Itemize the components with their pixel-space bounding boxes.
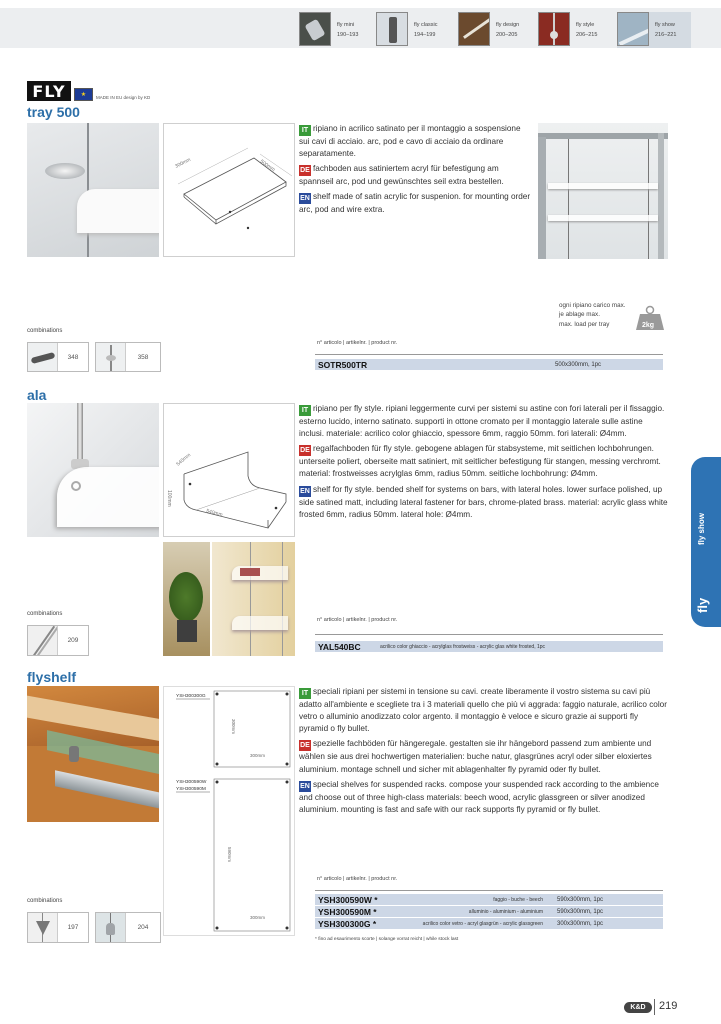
bullet-thumbnail xyxy=(96,913,126,942)
side-subchapter-label: fly show xyxy=(697,512,706,545)
product-desc: acrilico color ghiaccio - acrylglas frostweiss - acrylic glas white frosted, 1pc xyxy=(380,643,546,650)
nav-label: fly classic xyxy=(414,21,438,28)
nav-label: fly show xyxy=(655,21,675,28)
tray-width-label: 500mm xyxy=(258,158,276,174)
product-code: YAL540BC xyxy=(318,641,361,652)
ala-installation-photo xyxy=(212,542,295,656)
label-width2: 300mm xyxy=(250,915,266,920)
tray-text-en: shelf made of satin acrylic for suspenion. for mounting order arc, pod and wire extra. xyxy=(299,192,531,215)
tray-product-table xyxy=(315,359,663,371)
label-yshw: YSH300590W xyxy=(176,780,207,785)
nav-fly-classic[interactable] xyxy=(376,12,450,48)
combination-number: 197 xyxy=(67,924,79,931)
page-number: 219 xyxy=(659,1000,678,1012)
ala-product-photo xyxy=(27,403,159,537)
ala-description xyxy=(299,403,669,524)
nav-pages: 206–215 xyxy=(576,32,598,38)
ala-table-rule xyxy=(315,634,663,635)
table-row xyxy=(315,641,663,653)
table-row xyxy=(315,906,663,918)
lang-it-badge: IT xyxy=(299,688,311,699)
product-code: YSH300590M * xyxy=(318,906,377,917)
label-height: 590mm xyxy=(227,847,232,863)
flyshelf-text-de: spezielle fachböden für hängeregale. gestalten sie ihr hängebord passend zum ambiente und wählen sie aus drei hochwertigen materialien: buche natur, glasgrünes acryl oder silber eloxiertes aluminium. montage schnell und sicher mit ablagenhalter fly pyramid oder fly bullet. xyxy=(299,739,652,774)
tray-description xyxy=(299,123,533,220)
chapter-side-tab[interactable] xyxy=(691,457,721,627)
product-size: 500x300mm, 1pc xyxy=(555,361,602,368)
lang-en-badge: EN xyxy=(300,487,310,495)
lang-de-badge: DE xyxy=(300,447,310,455)
eu-flag-icon: ★ xyxy=(74,88,93,101)
fly-classic-thumbnail xyxy=(376,12,408,46)
tray-installation-photo xyxy=(538,123,668,259)
tray-technical-drawing xyxy=(163,123,295,257)
ala-plant-photo xyxy=(163,542,210,656)
nav-label: fly design xyxy=(496,21,520,28)
ala-title: ala xyxy=(27,387,47,403)
product-size: 590x300mm, 1pc xyxy=(557,896,604,903)
arc-thumbnail xyxy=(28,343,58,371)
tray-combinations-label: combinations xyxy=(27,328,63,334)
tray-article-header: n° articolo | artikelnr. | product nr. xyxy=(317,340,398,346)
product-code: SOTR500TR xyxy=(318,359,368,370)
made-in-label: MADE IN EU design by KD xyxy=(96,95,151,100)
ala-combinations-label: combinations xyxy=(27,611,63,617)
product-code: YSH300300G * xyxy=(318,918,377,929)
combination-number: 204 xyxy=(137,924,149,931)
flyshelf-article-header: n° articolo | artikelnr. | product nr. xyxy=(317,876,398,882)
tray-depth-label: 300mm xyxy=(174,156,192,170)
product-size: 590x300mm, 1pc xyxy=(557,908,604,915)
ala-combination-209[interactable] xyxy=(27,625,89,656)
kd-logo: K&D xyxy=(624,1002,652,1013)
fly-style-thumbnail xyxy=(538,12,570,46)
flyshelf-technical-drawing xyxy=(163,686,295,936)
product-desc: alluminio - aluminium - aluminium xyxy=(468,908,543,915)
tray-table-rule xyxy=(315,354,663,355)
tray-load-note: ogni ripiano carico max. je ablage max. max. load per tray xyxy=(559,302,626,328)
flyshelf-combination-204[interactable] xyxy=(95,912,161,943)
footer-divider xyxy=(654,999,655,1015)
lang-en-badge: EN xyxy=(300,195,310,203)
tray-drawing-svg xyxy=(164,124,296,258)
nav-fly-design[interactable] xyxy=(458,12,532,48)
label-depth: 300mm xyxy=(231,719,236,735)
nav-label: fly style xyxy=(576,21,595,28)
product-desc: faggio - buche - beech xyxy=(493,896,543,903)
lang-it-badge: IT xyxy=(299,405,311,416)
flyshelf-product-photo xyxy=(27,686,159,822)
flyshelf-product-table xyxy=(315,894,663,930)
tray-combination-348[interactable] xyxy=(27,342,89,372)
ala-height-label: 100mm xyxy=(166,490,172,507)
flyshelf-combination-197[interactable] xyxy=(27,912,89,943)
product-desc: acrilico color vetro - acryl glasgrün - acrylic glassgreen xyxy=(422,920,543,927)
label-width: 300mm xyxy=(250,753,266,758)
combination-number: 348 xyxy=(67,353,79,361)
rod-thumbnail xyxy=(28,626,58,655)
nav-fly-show[interactable] xyxy=(617,12,691,48)
nav-pages: 194–199 xyxy=(414,32,436,38)
tray-combination-358[interactable] xyxy=(95,342,161,372)
lang-it-badge: IT xyxy=(299,125,311,136)
combination-number: 209 xyxy=(67,637,79,644)
tray-product-photo xyxy=(27,123,159,257)
lang-de-badge: DE xyxy=(300,742,310,750)
lang-de-badge: DE xyxy=(300,167,310,175)
combination-number: 358 xyxy=(137,353,149,361)
nav-label: fly mini xyxy=(337,21,355,28)
product-size: 300x300mm, 1pc xyxy=(557,920,604,927)
tray-text-de: fachboden aus satiniertem acryl für befestigung am spannseil arc, pod und gewünschtes seil extra bestellen. xyxy=(299,164,504,187)
product-code: YSH300590W * xyxy=(318,894,378,905)
ala-article-header: n° articolo | artikelnr. | product nr. xyxy=(317,617,398,623)
fly-logo: FLY xyxy=(27,81,71,101)
flyshelf-text-en: special shelves for suspended racks. compose your suspended rack according to the ambience and choose out of three high-class materials: beech wood, acrylic glassgreen or silver anodized aluminium. mounting is fast and safe with our rack supports fly pyramid or fly bullet. xyxy=(299,779,659,814)
ala-width2-label: 540mm xyxy=(205,508,224,519)
flyshelf-description xyxy=(299,686,669,819)
ala-technical-drawing xyxy=(163,403,295,537)
nav-fly-mini[interactable] xyxy=(299,12,373,48)
ala-product-table xyxy=(315,641,663,653)
flyshelf-combinations-label: combinations xyxy=(27,898,63,904)
tray-title: tray 500 xyxy=(27,104,80,120)
fly-show-thumbnail xyxy=(617,12,649,46)
nav-pages: 216–221 xyxy=(655,32,677,38)
flyshelf-footnote: * fino ad esaurimento scorte | solange vorrat reicht | while stock last xyxy=(315,937,459,942)
lang-en-badge: EN xyxy=(300,782,310,790)
ala-text-it: ripiano per fly style. ripiani leggermente curvi per sistemi su astine con fori laterali per il fissaggio. esterno lucido, interno satinato. supporti in ottone cromato per il montaggio laterale sulle astine inclusi. materiale: acrilico color ghiaccio, spessore 6mm, raggio 50mm. fori laterali: Ø4mm. xyxy=(299,404,665,439)
flyshelf-drawing-svg xyxy=(164,687,296,937)
pod-thumbnail xyxy=(96,343,126,371)
table-row xyxy=(315,918,663,930)
nav-fly-style[interactable] xyxy=(538,12,612,48)
weight-icon xyxy=(636,304,664,330)
ala-width-label: 540mm xyxy=(175,452,193,468)
table-row xyxy=(315,894,663,906)
fly-design-thumbnail xyxy=(458,12,490,46)
table-row xyxy=(315,359,663,371)
fly-mini-thumbnail xyxy=(299,12,331,46)
flyshelf-text-it: speciali ripiani per sistemi in tensione su cavi. create liberamente il vostro sistema su cavi più adatto all'ambiente e scegliete tra i 3 materiali quello che più vi aggrada: faggio naturale, acrilico color vetro o alluminio anodizzato color argento. il montaggio è veloce e sicuro grazie ai supporti fly pyramid o fly bullet. xyxy=(299,687,667,734)
ala-drawing-svg xyxy=(164,404,296,538)
label-yshg: YSH300300G xyxy=(176,694,206,699)
nav-pages: 200–205 xyxy=(496,32,518,38)
ala-text-de: regalfachboden für fly style. gebogene ablagen für stabsysteme, mit seitlichen lochbohrungen. unterseite poliert, oberseite matt satiniert, mit seitlicher befestigung für stangen, messing verchromt. material: frostweisses acrylglas 6mm, radius 50mm. seitliche lochbohrung: Ø4mm. xyxy=(299,444,661,479)
load-value: 2kg xyxy=(642,322,655,329)
nav-pages: 190–193 xyxy=(337,32,359,38)
label-yshm: YSH300590M xyxy=(176,787,206,792)
flyshelf-title: flyshelf xyxy=(27,669,77,685)
flyshelf-table-rule xyxy=(315,890,663,891)
tray-text-it: ripiano in acrilico satinato per il montaggio a sospensione sui cavi di acciaio. arc, pod e cavo di acciaio da ordinare separatamente. xyxy=(299,124,521,159)
ala-text-en: shelf for fly style. bended shelf for systems on bars, with lateral holes. lower surface polished, up side satined matt, including lateral fastener for bars, chrome-plated brass. material: acrylic glass white frosted 6mm, radius 50mm. lateral hole: Ø4mm. xyxy=(299,484,668,519)
side-chapter-label: fly xyxy=(695,597,710,613)
pyramid-thumbnail xyxy=(28,913,58,942)
